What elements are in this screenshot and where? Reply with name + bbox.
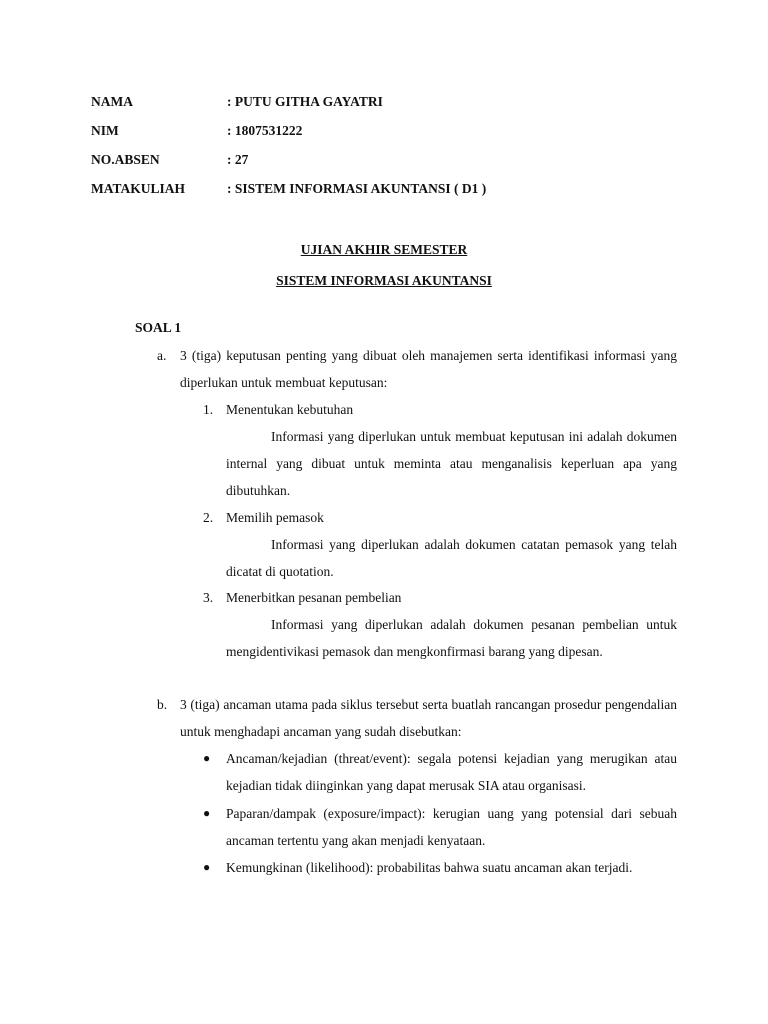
question-marker: b. xyxy=(157,697,168,712)
item-description: Informasi yang diperlukan adalah dokumen pesanan pembelian untuk mengidentivikasi pemasok dan mengkonfirmasi barang yang dipesan. xyxy=(226,617,677,659)
identity-block xyxy=(91,92,486,208)
item-number: 3. xyxy=(203,590,214,605)
identity-label: MATAKULIAH xyxy=(91,181,185,196)
section-heading: SOAL 1 xyxy=(135,320,182,335)
question-text: 3 (tiga) keputusan penting yang dibuat oleh manajemen serta identifikasi informasi yang diperlukan untuk membuat keputusan: xyxy=(180,348,677,390)
identity-value: : PUTU GITHA GAYATRI xyxy=(227,94,383,109)
item-description: Informasi yang diperlukan untuk membuat keputusan ini adalah dokumen internal yang dibuat untuk meminta atau menganalisis keperluan apa yang dibutuhkan. xyxy=(226,429,677,498)
identity-row-nim xyxy=(91,121,486,150)
identity-label: NO.ABSEN xyxy=(91,152,160,167)
bullet-icon: ● xyxy=(203,806,211,820)
identity-label: NIM xyxy=(91,123,119,138)
course-title: SISTEM INFORMASI AKUNTANSI xyxy=(276,273,492,288)
item-heading: Memilih pemasok xyxy=(226,510,324,525)
question-marker: a. xyxy=(157,348,167,363)
item-number: 2. xyxy=(203,510,214,525)
bullet-icon: ● xyxy=(203,751,211,765)
identity-value: : 27 xyxy=(227,152,249,167)
bullet-text: Ancaman/kejadian (threat/event): segala potensi kejadian yang merugikan atau kejadian tidak diinginkan yang dapat merusak SIA atau organisasi. xyxy=(226,751,677,793)
identity-row-name xyxy=(91,92,486,121)
item-heading: Menerbitkan pesanan pembelian xyxy=(226,590,402,605)
bullet-text: Paparan/dampak (exposure/impact): kerugian uang yang potensial dari sebuah ancaman tertentu yang akan menjadi kenyataan. xyxy=(226,806,677,848)
document-titles xyxy=(0,240,768,302)
item-description: Informasi yang diperlukan adalah dokumen catatan pemasok yang telah dicatat di quotation. xyxy=(226,537,677,579)
identity-value: : SISTEM INFORMASI AKUNTANSI ( D1 ) xyxy=(227,181,487,196)
bullet-icon: ● xyxy=(203,860,211,874)
identity-value: : 1807531222 xyxy=(227,123,303,138)
exam-title: UJIAN AKHIR SEMESTER xyxy=(300,242,468,257)
item-heading: Menentukan kebutuhan xyxy=(226,402,354,417)
question-text: 3 (tiga) ancaman utama pada siklus tersebut serta buatlah rancangan prosedur pengendalian untuk menghadapi ancaman yang sudah disebutkan: xyxy=(180,697,677,739)
identity-label: NAMA xyxy=(91,94,133,109)
bullet-text: Kemungkinan (likelihood): probabilitas bahwa suatu ancaman akan terjadi. xyxy=(226,860,633,875)
identity-row-absen xyxy=(91,150,486,179)
item-number: 1. xyxy=(203,402,214,417)
identity-row-course xyxy=(91,179,486,208)
